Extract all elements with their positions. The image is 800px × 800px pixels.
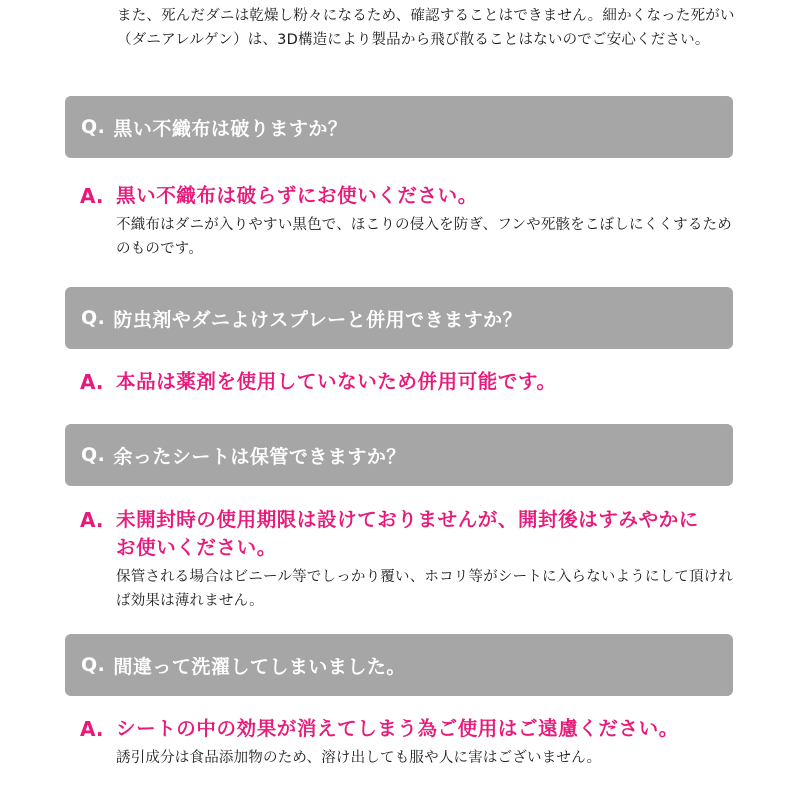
faq-answer-2	[80, 368, 740, 396]
question-mark-label: Q.	[81, 444, 106, 466]
faq-question-1	[65, 96, 733, 158]
answer-mark-label: A.	[80, 184, 104, 208]
faq-question-3	[65, 424, 733, 486]
intro-paragraph: また、死んだダニは乾燥し粉々になるため、確認することはできません。細かくなった死がい（ダニアレルゲン）は、3D構造により製品から飛び散ることはないのでご安心ください。	[117, 8, 735, 48]
question-text: 防虫剤やダニよけスプレーと併用できますか？	[113, 308, 523, 331]
answer-text: 本品は薬剤を使用していないため併用可能です。	[116, 370, 557, 393]
question-mark-label: Q.	[81, 307, 106, 329]
answer-detail: 保管される場合はビニール等でしっかり覆い、ホコリ等がシートに入らないようにして頂ければ効果は薄れません。	[116, 569, 734, 609]
question-mark-label: Q.	[81, 116, 106, 138]
answer-mark-label: A.	[80, 508, 104, 532]
answer-text: 黒い不織布は破らずにお使いください。	[116, 184, 478, 207]
answer-detail: 誘引成分は食品添加物のため、溶け出しても服や人に害はございません。	[116, 750, 602, 766]
question-text: 余ったシートは保管できますか？	[113, 445, 406, 468]
faq-answer-3	[80, 506, 740, 613]
answer-mark-label: A.	[80, 717, 104, 741]
faq-answer-1	[80, 182, 740, 261]
answer-mark-label: A.	[80, 370, 104, 394]
faq-question-4	[65, 634, 733, 696]
question-text: 黒い不織布は破りますか？	[113, 117, 348, 140]
faq-question-2	[65, 287, 733, 349]
faq-answer-4	[80, 715, 740, 770]
answer-text: シートの中の効果が消えてしまう為ご使用はご遠慮ください。	[116, 717, 679, 740]
answer-detail: 不織布はダニが入りやすい黒色で、ほこりの侵入を防ぎ、フンや死骸をこぼしにくくするためのものです。	[116, 217, 732, 257]
answer-text: 未開封時の使用期限は設けておりませんが、開封後はすみやかにお使いください。	[116, 508, 699, 559]
question-text: 間違って洗濯してしまいました。	[113, 655, 406, 678]
question-mark-label: Q.	[81, 654, 106, 676]
